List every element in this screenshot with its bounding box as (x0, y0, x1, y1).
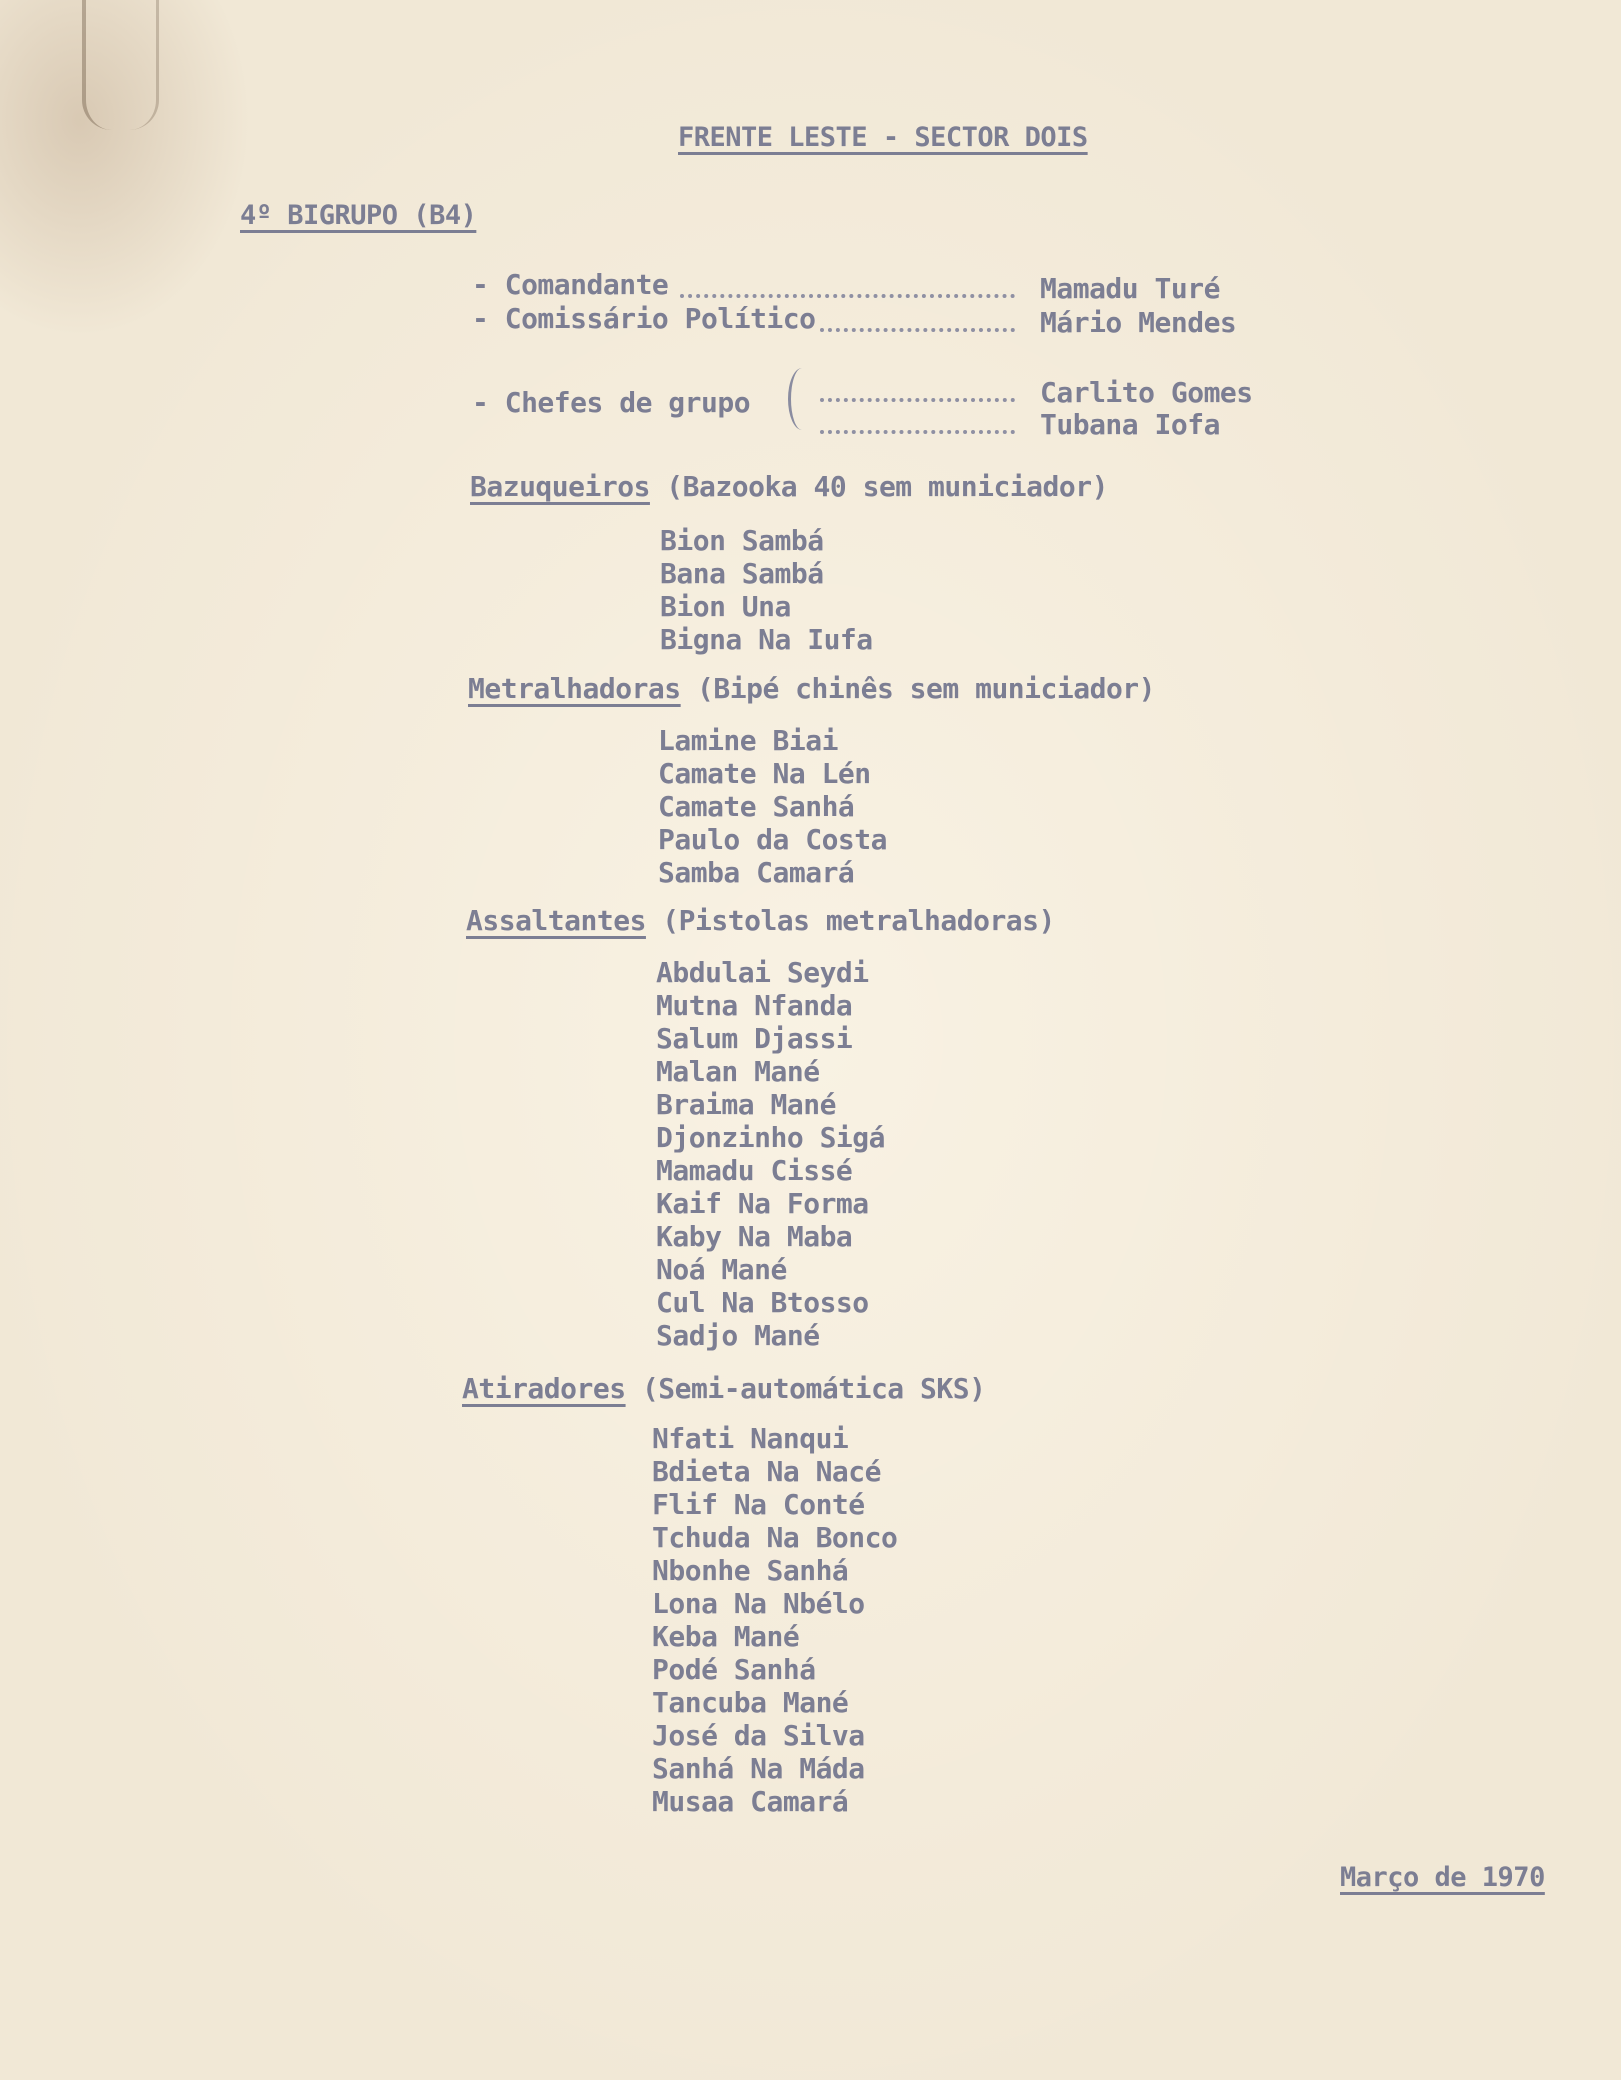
document-date: Março de 1970 (1340, 1862, 1545, 1893)
name-commander: Mamadu Turé (1040, 272, 1220, 305)
list-item: Podé Sanhá (652, 1653, 816, 1686)
group-chief-2: Tubana Iofa (1040, 408, 1220, 441)
list-item: Kaby Na Maba (656, 1220, 853, 1253)
list-item: Noá Mané (656, 1253, 787, 1286)
list-item: Bdieta Na Nacé (652, 1455, 882, 1488)
list-item: Lamine Biai (658, 724, 838, 757)
group-chief-1: Carlito Gomes (1040, 376, 1253, 409)
list-item: Abdulai Seydi (656, 956, 869, 989)
list-item: Bigna Na Iufa (660, 623, 873, 656)
list-item: Paulo da Costa (658, 823, 888, 856)
section-heading-row (470, 470, 1108, 503)
list-item: Salum Djassi (656, 1022, 853, 1055)
list-item: Mamadu Cissé (656, 1154, 853, 1187)
leader-dots (820, 328, 1015, 332)
name-commissar: Mário Mendes (1040, 306, 1237, 339)
list-item: Djonzinho Sigá (656, 1121, 886, 1154)
section-note: (Pistolas metralhadoras) (662, 904, 1055, 937)
leader-dots (820, 430, 1015, 434)
leader-dots (820, 398, 1015, 402)
list-item: José da Silva (652, 1719, 865, 1752)
list-item: Musaa Camará (652, 1785, 849, 1818)
section-heading-row (468, 672, 1155, 705)
section-heading: Assaltantes (466, 904, 646, 937)
list-item: Nfati Nanqui (652, 1422, 849, 1455)
section-heading-row (466, 904, 1055, 937)
group-chiefs-label: - Chefes de grupo (472, 386, 751, 419)
list-item: Nbonhe Sanhá (652, 1554, 849, 1587)
section-heading: Metralhadoras (468, 672, 681, 705)
list-item: Braima Mané (656, 1088, 836, 1121)
list-item: Flif Na Conté (652, 1488, 865, 1521)
role-commissar: - Comissário Político (472, 302, 816, 335)
role-commander: - Comandante (472, 268, 669, 301)
list-item: Sanhá Na Máda (652, 1752, 865, 1785)
brace (788, 368, 805, 430)
list-item: Tchuda Na Bonco (652, 1521, 898, 1554)
list-item: Malan Mané (656, 1055, 820, 1088)
section-heading-row (462, 1372, 985, 1405)
section-heading: Bazuqueiros (470, 470, 650, 503)
list-item: Mutna Nfanda (656, 989, 853, 1022)
list-item: Bion Una (660, 590, 791, 623)
list-item: Camate Sanhá (658, 790, 855, 823)
section-note: (Bipé chinês sem municiador) (697, 672, 1156, 705)
list-item: Bion Sambá (660, 524, 824, 557)
list-item: Sadjo Mané (656, 1319, 820, 1352)
list-item: Kaif Na Forma (656, 1187, 869, 1220)
list-item: Cul Na Btosso (656, 1286, 869, 1319)
list-item: Bana Sambá (660, 557, 824, 590)
paper-stain (82, 0, 159, 130)
group-heading: 4º BIGRUPO (B4) (240, 200, 477, 231)
leader-dots (680, 294, 1015, 298)
list-item: Lona Na Nbélo (652, 1587, 865, 1620)
section-note: (Semi-automática SKS) (641, 1372, 986, 1405)
section-note: (Bazooka 40 sem municiador) (666, 470, 1108, 503)
list-item: Samba Camará (658, 856, 855, 889)
document-title: FRENTE LESTE - SECTOR DOIS (678, 122, 1088, 153)
section-heading: Atiradores (462, 1372, 626, 1405)
list-item: Tancuba Mané (652, 1686, 849, 1719)
list-item: Keba Mané (652, 1620, 800, 1653)
list-item: Camate Na Lén (658, 757, 871, 790)
